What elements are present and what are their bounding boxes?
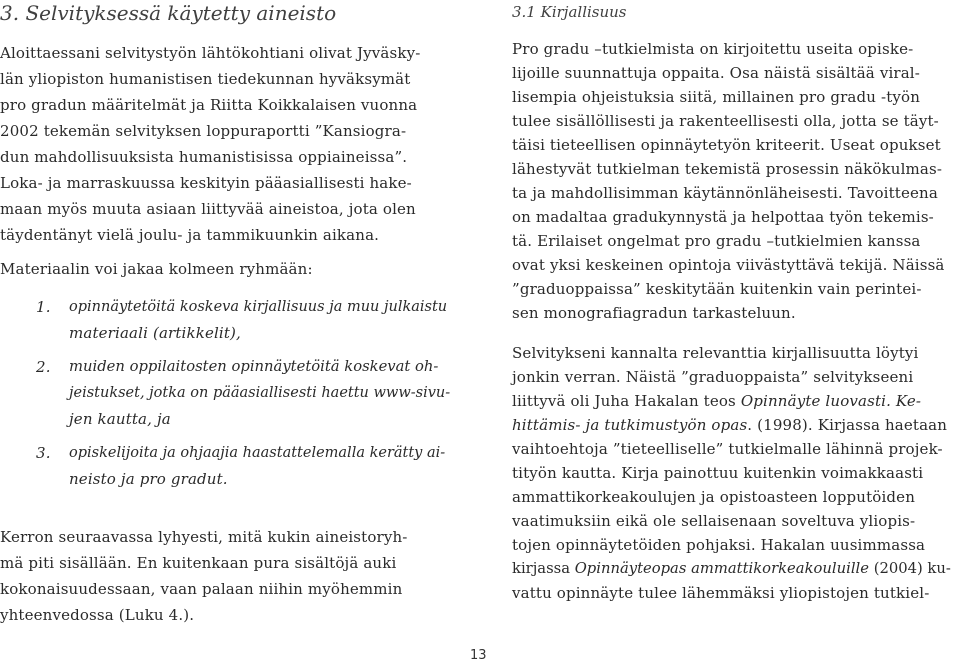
text-line: ta ja mahdollisimman käytännönläheisesti. Tavoitteena (512, 184, 938, 202)
text-line: dun mahdollisuuksista humanistisissa oppiaineissa”. (0, 148, 408, 166)
text-line: sen monografiagradun tarkasteluun. (512, 304, 796, 322)
text-line: Selvitykseni kannalta relevanttia kirjallisuutta löytyi (512, 344, 919, 362)
text-line: pro gradun määritelmät ja Riitta Koikkalaisen vuonna (0, 96, 418, 114)
text-line: kokonaisuudessaan, vaan palaan niihin myöhemmin (0, 580, 403, 598)
text-line: maan myös muuta asiaan liittyvää aineistoa, jota olen (0, 200, 416, 218)
list-text: materiaali (artikkelit), (69, 324, 241, 342)
subsection-title: 3.1 Kirjallisuus (512, 3, 627, 21)
text-line: ammattikorkeakoulujen ja opistoasteen lopputöiden (512, 488, 916, 506)
book-title: hittämis- ja tutkimustyön opas (512, 416, 748, 434)
text-line: län yliopiston humanistisen tiedekunnan hyväksymät (0, 70, 411, 88)
text-line: yhteenvedossa (Luku 4.). (0, 606, 195, 624)
list-text: neisto ja pro gradut. (69, 470, 228, 488)
materials-intro: Materiaalin voi jakaa kolmeen ryhmään: (0, 260, 313, 278)
text-line: Aloittaessani selvitystyön lähtökohtiani olivat Jyväsky- (0, 44, 421, 62)
text-line: ”graduoppaissa” keskitytään kuitenkin vain perintei- (512, 280, 922, 298)
page-number: 13 (470, 648, 487, 663)
list-number: 2. (36, 358, 51, 376)
list-text: jen kautta, ja (69, 410, 171, 428)
list-text: opinnäytetöitä koskeva kirjallisuus ja muu julkaistu (69, 299, 448, 315)
text-line: lisempia ohjeistuksia siitä, millainen pro gradu -työn (512, 88, 921, 106)
text-line: tojen opinnäytetöiden pohjaksi. Hakalan uusimmassa (512, 536, 926, 554)
text-line: 2002 tekemän selvityksen loppuraportti ”Kansiogra- (0, 122, 407, 140)
list-text: opiskelijoita ja ohjaajia haastattelemalla kerätty ai- (69, 445, 446, 461)
list-number: 3. (36, 444, 51, 462)
text-line: vattu opinnäyte tulee lähemmäksi yliopistojen tutkiel- (512, 584, 930, 602)
text-line: tityön kautta. Kirja painottuu kuitenkin voimakkaasti (512, 464, 924, 482)
text-line: Pro gradu –tutkielmista on kirjoitettu useita opiske- (512, 40, 914, 58)
text-line: vaatimuksiin eikä ole sellaisenaan soveltuva yliopis- (512, 512, 916, 530)
text-line: vaihtoehtoja ”tieteelliselle” tutkielmalle lähinnä projek- (512, 440, 943, 458)
text-line: jonkin verran. Näistä ”graduoppaista” selvitykseeni (512, 368, 914, 386)
text-line (512, 390, 921, 412)
text-span: (2004) ku- (869, 560, 951, 577)
book-title: Opinnäyte luovasti. Ke- (740, 392, 922, 410)
text-span: liittyvä oli Juha Hakalan teos (512, 392, 741, 410)
text-span: kirjassa (512, 560, 575, 577)
book-title: Opinnäyteopas ammattikorkeakouluille (574, 560, 869, 577)
list-text: jeistukset, jotka on pääasiallisesti haettu www-sivu- (69, 385, 451, 401)
text-line: lähestyvät tutkielman tekemistä prosessin näkökulmas- (512, 160, 943, 178)
text-line: mä piti sisällään. En kuitenkaan pura sisältöjä auki (0, 554, 397, 572)
text-line: ovat yksi keskeinen opintoja viivästyttävä tekijä. Näissä (512, 256, 945, 274)
text-line: Loka- ja marraskuussa keskityin pääasiallisesti hake- (0, 174, 412, 192)
list-text: muiden oppilaitosten opinnäytetöitä koskevat oh- (69, 358, 439, 375)
section-title: 3. Selvityksessä käytetty aineisto (0, 1, 337, 25)
text-line (512, 414, 947, 436)
text-line: lijoille suunnattuja oppaita. Osa näistä sisältää viral- (512, 64, 920, 82)
text-line: täisi tieteellisen opinnäytetyön kriteerit. Useat opukset (512, 136, 941, 154)
text-span: . (1998). Kirjassa haetaan (747, 416, 948, 434)
text-line: tä. Erilaiset ongelmat pro gradu –tutkielmien kanssa (512, 232, 921, 250)
text-line: tulee sisällöllisesti ja rakenteellisesti olla, jotta se täyt- (512, 112, 939, 130)
text-line: täydentänyt vielä joulu- ja tammikuunkin aikana. (0, 226, 380, 244)
list-number: 1. (36, 298, 51, 316)
text-line (512, 558, 951, 580)
text-line: Kerron seuraavassa lyhyesti, mitä kukin aineistoryh- (0, 528, 408, 546)
text-line: on madaltaa gradukynnystä ja helpottaa työn tekemis- (512, 208, 934, 226)
